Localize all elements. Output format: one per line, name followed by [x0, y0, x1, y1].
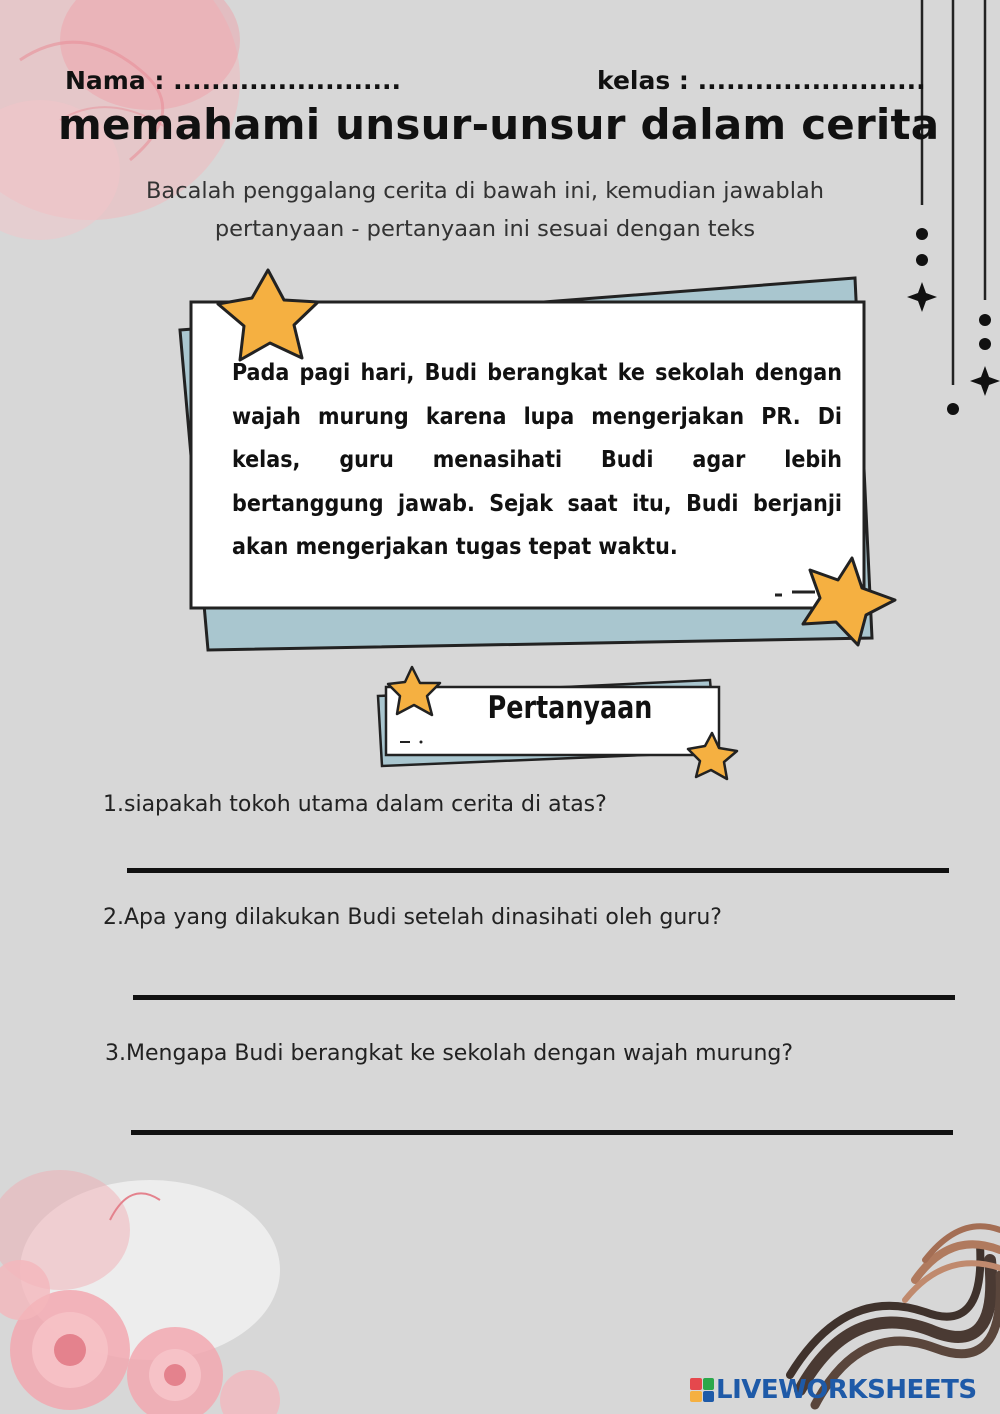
- instructions-line-1: Bacalah penggalang cerita di bawah ini, kemudian jawablah: [146, 178, 824, 204]
- class-field[interactable]: kelas : ........................: [597, 66, 926, 95]
- line-ornament-right: [922, 0, 985, 385]
- liveworksheets-watermark: [690, 1375, 977, 1405]
- answer-line-2[interactable]: [133, 995, 955, 1000]
- flower-bouquet-bottom-left: [0, 1170, 280, 1414]
- story-text: Pada pagi hari, Budi berangkat ke sekolah dengan wajah murung karena lupa mengerjakan PR. Di kelas, guru menasihati Budi agar lebih bertanggung jawab. Sejak saat itu, Budi berjanji akan mengerjakan tugas tepat waktu.: [232, 360, 842, 560]
- page-title: memahami unsur-unsur dalam cerita: [58, 100, 940, 149]
- answer-line-1[interactable]: [127, 868, 949, 873]
- instructions-line-2: pertanyaan - pertanyaan ini sesuai dengan teks: [214, 216, 756, 242]
- watermark-text: LIVEWORKSHEETS: [716, 1375, 977, 1405]
- sparkle-icon: [907, 282, 937, 312]
- section-title: Pertanyaan: [487, 690, 653, 726]
- question-1: 1.siapakah tokoh utama dalam cerita di atas?: [103, 792, 607, 817]
- question-3: 3.Mengapa Budi berangkat ke sekolah dengan wajah murung?: [105, 1041, 794, 1066]
- answer-line-3[interactable]: [131, 1130, 953, 1135]
- instructions: [80, 172, 890, 248]
- question-2: 2.Apa yang dilakukan Budi setelah dinasihati oleh guru?: [103, 905, 722, 930]
- name-field[interactable]: Nama : ........................: [65, 66, 402, 95]
- liveworksheets-logo-icon: [690, 1378, 714, 1402]
- sparkle-icon: [970, 366, 1000, 396]
